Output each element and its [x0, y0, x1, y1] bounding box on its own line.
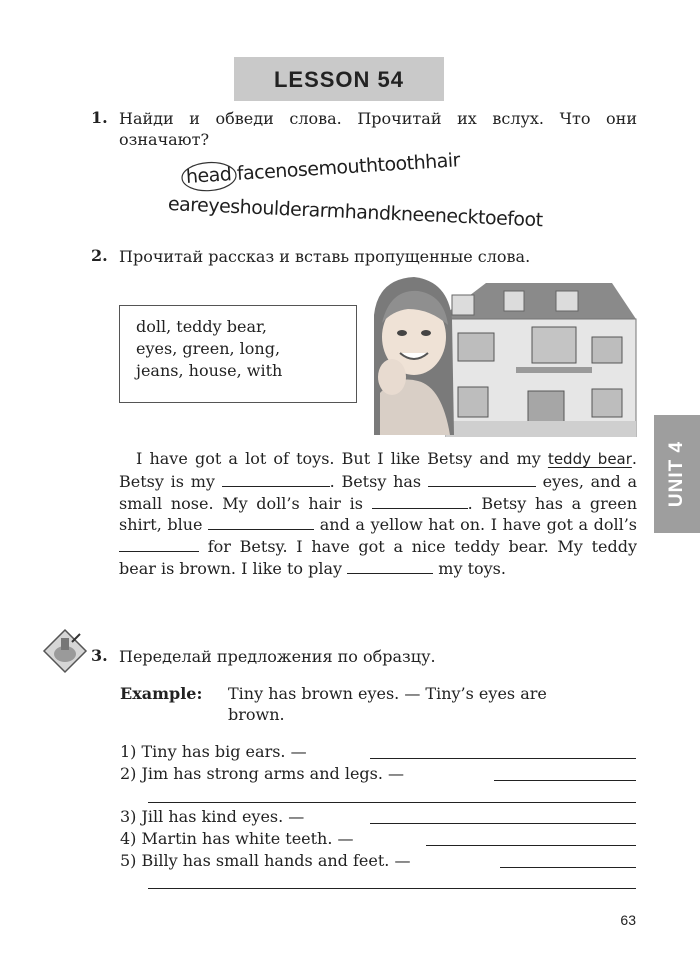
blank-6[interactable]: [347, 559, 433, 574]
word-box-line: eyes, green, long,: [136, 339, 281, 358]
word-search-line-1: [185, 149, 460, 188]
exercise-item-4: 4) Martin has white teeth. —: [120, 829, 354, 848]
blank-4[interactable]: [208, 515, 314, 530]
dollhouse-image: [444, 283, 636, 437]
blank-5[interactable]: [119, 537, 199, 552]
task3-instruction: Переделай предложения по образцу.: [119, 647, 436, 666]
blank-1[interactable]: [222, 472, 330, 487]
example-label: Example:: [120, 684, 203, 703]
blank-2[interactable]: [428, 472, 536, 487]
word-box: [119, 305, 357, 403]
blank-3[interactable]: [372, 494, 468, 509]
answer-line-3[interactable]: [370, 823, 636, 824]
task1-number: 1.: [91, 108, 108, 127]
unit-tab: [654, 415, 700, 533]
girl-image: [374, 277, 454, 435]
page-number: 63: [620, 912, 636, 928]
task3-number: 3.: [91, 646, 108, 665]
answer-line-5a[interactable]: [500, 867, 636, 868]
exercise-item-2: 2) Jim has strong arms and legs. —: [120, 764, 405, 783]
example-line-1: Tiny has brown eyes. — Tiny’s eyes are: [228, 684, 547, 703]
answer-line-2b[interactable]: [148, 802, 636, 803]
exercise-item-1: 1) Tiny has big ears. —: [120, 742, 307, 761]
girl-and-dollhouse-illustration: [366, 275, 638, 437]
exercise-item-3: 3) Jill has kind eyes. —: [120, 807, 305, 826]
word-box-line: doll, teddy bear,: [136, 317, 268, 336]
word-box-line: jeans, house, with: [136, 361, 283, 380]
word-search-line-1-rest: facenosemouthtoothhair: [236, 149, 461, 185]
answer-line-1[interactable]: [370, 758, 636, 759]
word-search-line-2: eareyeshoulderarmhandkneenecktoefoot: [167, 193, 544, 232]
story-paragraph: I have got a lot of toys. But I like Betsy and my teddy bear. Betsy is my . Betsy has eyes, and a small nose. My doll’s hair is . Betsy has a green shirt, blue and a yellow hat on. I have got a doll’s for Betsy. I have got a nice teddy bear. My teddy bear is brown. I like to play my toys.: [119, 449, 638, 578]
exercise-item-5: 5) Billy has small hands and feet. —: [120, 851, 411, 870]
lesson-title: LESSON 54: [234, 57, 444, 101]
story-text: [119, 448, 637, 580]
circled-word: head: [185, 163, 237, 188]
task1-instruction: Найди и обведи слова. Прочитай их вслух. Что они означают?: [119, 109, 637, 149]
answer-line-2a[interactable]: [494, 780, 636, 781]
answer-line-4[interactable]: [426, 845, 636, 846]
task2-instruction: Прочитай рассказ и вставь пропущенные слова.: [119, 247, 531, 266]
task2-number: 2.: [91, 246, 108, 265]
unit-tab-label: UNIT 4: [666, 440, 687, 508]
pencil-hand-icon: [42, 628, 88, 674]
answer-line-5b[interactable]: [148, 888, 636, 889]
example-line-2: brown.: [228, 705, 285, 724]
circle-mark: [179, 158, 239, 195]
filled-answer-teddy-bear: teddy bear: [547, 450, 632, 468]
